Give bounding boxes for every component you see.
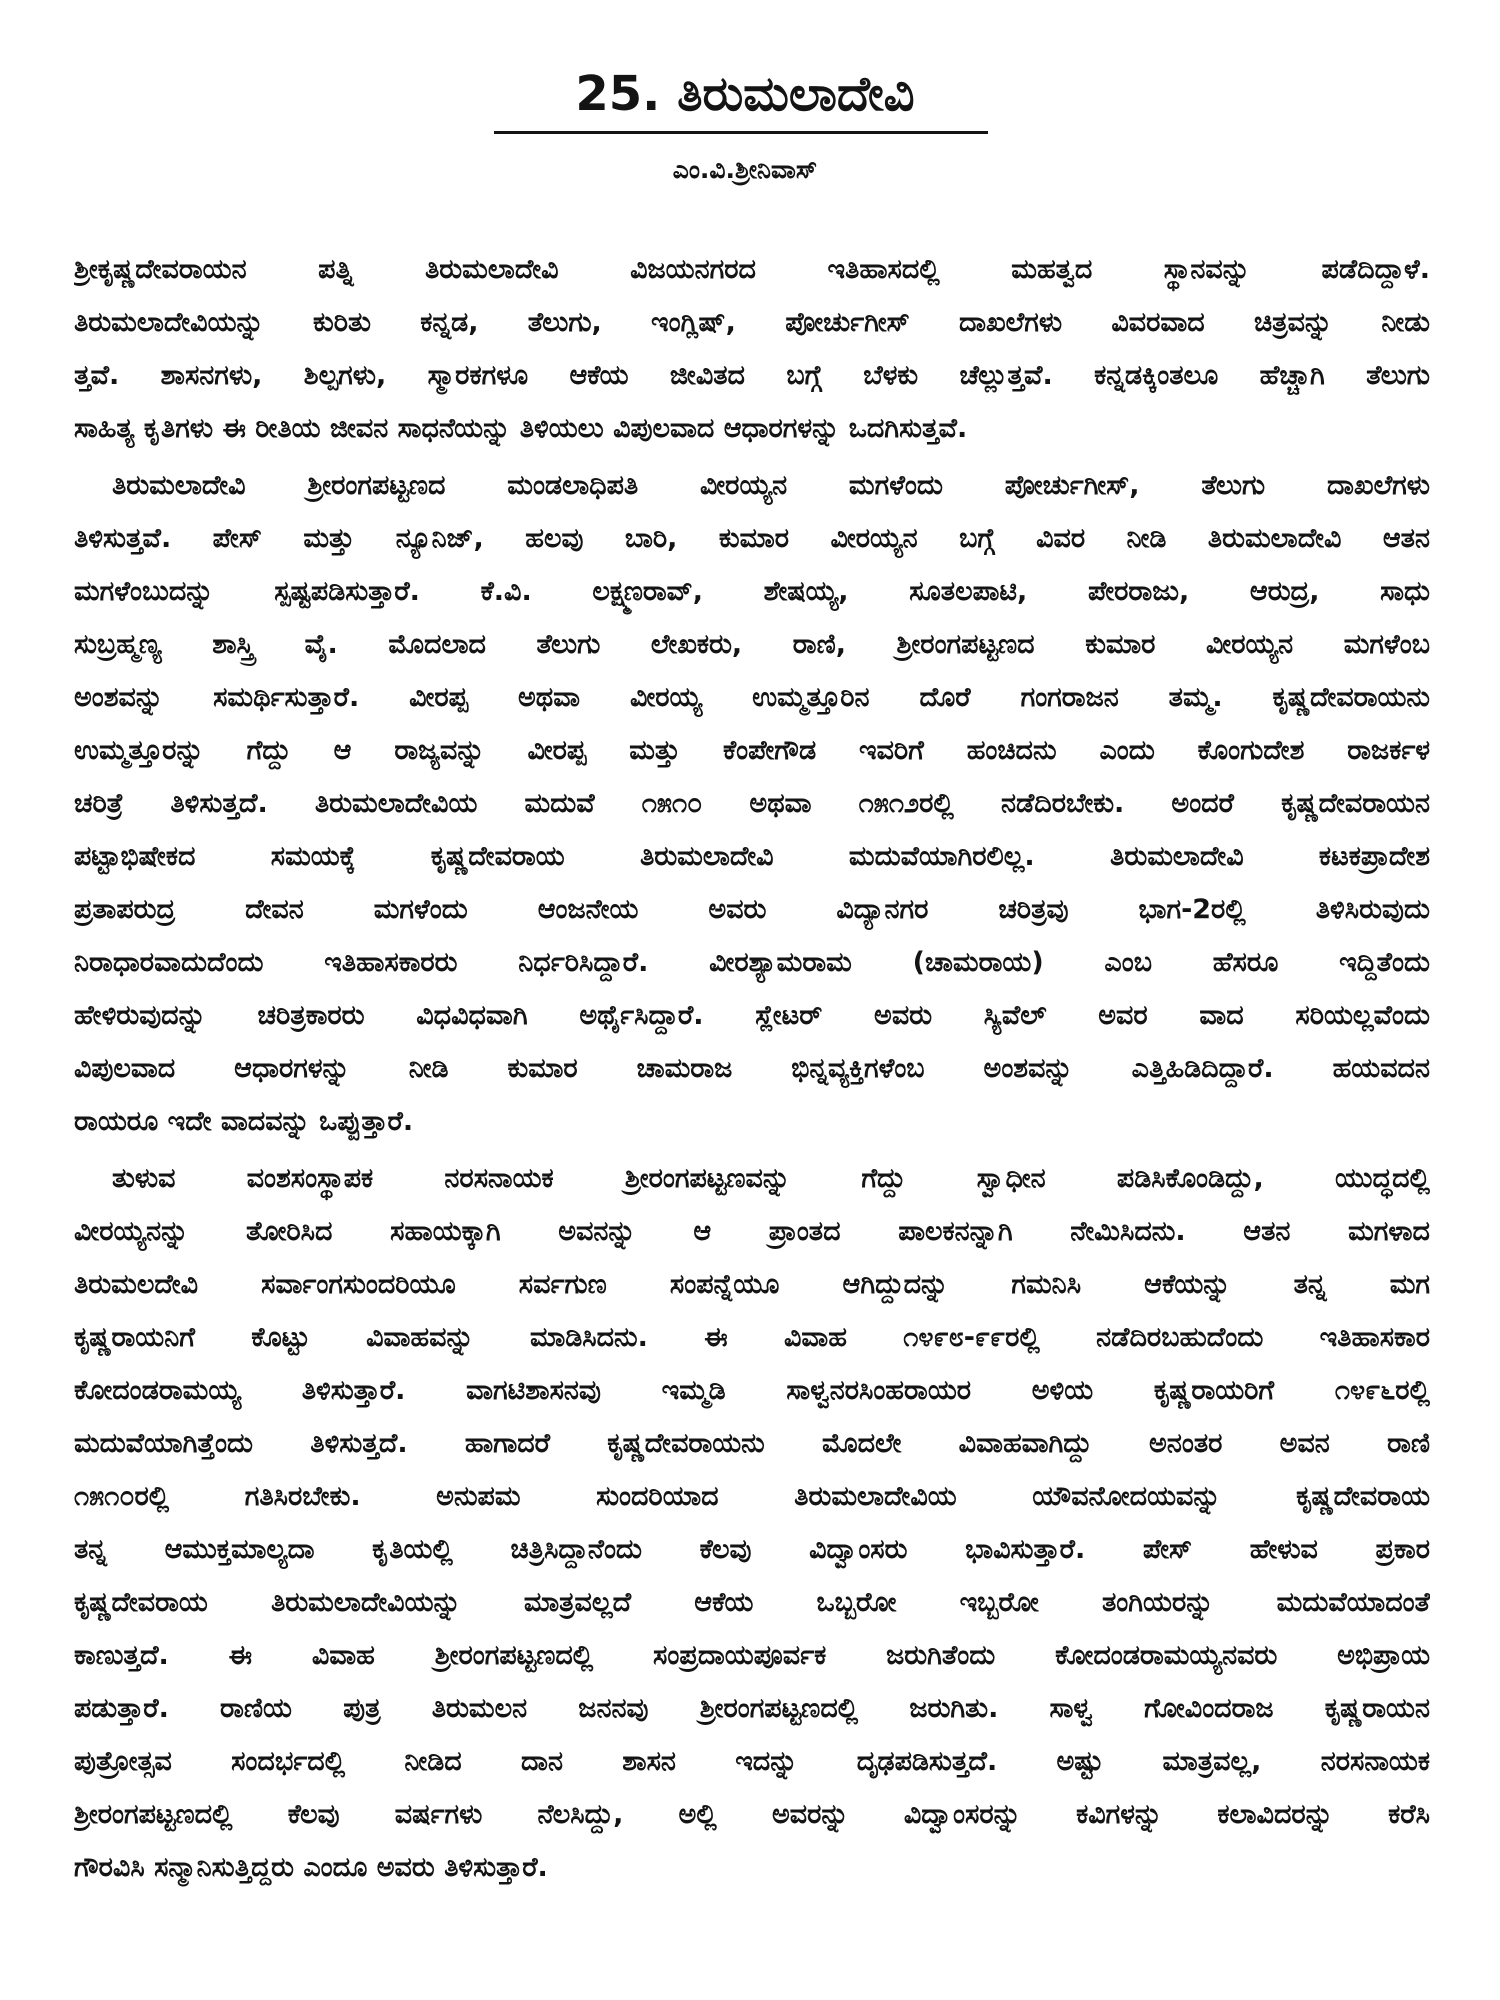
text-line: ಹೇಳಿರುವುದನ್ನು ಚರಿತ್ರಕಾರರು ವಿಧವಿಧವಾಗಿ ಅರ್ಥೈಸಿದ್ದಾರೆ. ಸ್ಲೇಟರ್ ಅವರು ಸ್ಯಿವೆಲ್ ಅವರ ವಾದ ಸರಿಯಲ್ಲವೆಂದು [74, 1000, 1430, 1031]
text-line: ಕೃಷ್ಣದೇವರಾಯ ತಿರುಮಲಾದೇವಿಯನ್ನು ಮಾತ್ರವಲ್ಲದೆ ಆಕೆಯ ಒಬ್ಬರೋ ಇಬ್ಬರೋ ತಂಗಿಯರನ್ನು ಮದುವೆಯಾದಂತೆ [74, 1587, 1430, 1618]
page-title: 25. ತಿರುಮಲಾದೇವಿ [575, 66, 915, 122]
text-line: ಪ್ರತಾಪರುದ್ರ ದೇವನ ಮಗಳೆಂದು ಆಂಜನೇಯ ಅವರು ವಿದ್ಯಾನಗರ ಚರಿತ್ರವು ಭಾಗ-2ರಲ್ಲಿ ತಿಳಿಸಿರುವುದು [74, 894, 1430, 925]
text-line: ಸಾಹಿತ್ಯ ಕೃತಿಗಳು ಈ ರೀತಿಯ ಜೀವನ ಸಾಧನೆಯನ್ನು ತಿಳಿಯಲು ವಿಪುಲವಾದ ಆಧಾರಗಳನ್ನು ಒದಗಿಸುತ್ತವೆ. [74, 413, 968, 444]
text-line: ಅಂಶವನ್ನು ಸಮರ್ಥಿಸುತ್ತಾರೆ. ವೀರಪ್ಪ ಅಥವಾ ವೀರಯ್ಯ ಉಮ್ಮತ್ತೂರಿನ ದೊರೆ ಗಂಗರಾಜನ ತಮ್ಮ. ಕೃಷ್ಣದೇವರಾಯನು [74, 682, 1430, 713]
text-line: ಗೌರವಿಸಿ ಸನ್ಮಾನಿಸುತ್ತಿದ್ದರು ಎಂದೂ ಅವರು ತಿಳಿಸುತ್ತಾರೆ. [74, 1852, 548, 1883]
text-line: ಕೃಷ್ಣರಾಯನಿಗೆ ಕೊಟ್ಟು ವಿವಾಹವನ್ನು ಮಾಡಿಸಿದನು. ಈ ವಿವಾಹ ೧೪೯೮-೯೯ರಲ್ಲಿ ನಡೆದಿರಬಹುದೆಂದು ಇತಿಹಾಸಕಾರ [74, 1322, 1430, 1353]
text-line: ತ್ತವೆ. ಶಾಸನಗಳು, ಶಿಲ್ಪಗಳು, ಸ್ಮಾರಕಗಳೂ ಆಕೆಯ ಜೀವಿತದ ಬಗ್ಗೆ ಬೆಳಕು ಚೆಲ್ಲುತ್ತವೆ. ಕನ್ನಡಕ್ಕಿಂತಲೂ ಹೆಚ್ಚಾಗಿ ತೆಲುಗು [74, 360, 1430, 391]
text-line: ಚರಿತ್ರೆ ತಿಳಿಸುತ್ತದೆ. ತಿರುಮಲಾದೇವಿಯ ಮದುವೆ ೧೫೧೦ ಅಥವಾ ೧೫೧೨ರಲ್ಲಿ ನಡೆದಿರಬೇಕು. ಅಂದರೆ ಕೃಷ್ಣದೇವರಾಯನ [74, 788, 1430, 819]
paragraph [74, 459, 1430, 1148]
text-line: ಕೋದಂಡರಾಮಯ್ಯ ತಿಳಿಸುತ್ತಾರೆ. ವಾಗಟಿಶಾಸನವು ಇಮ್ಮಡಿ ಸಾಳ್ವನರಸಿಂಹರಾಯರ ಅಳಿಯ ಕೃಷ್ಣರಾಯರಿಗೆ ೧೪೯೬ರಲ್ಲಿ [74, 1375, 1430, 1406]
text-line: ತಿರುಮಲಾದೇವಿ ಶ್ರೀರಂಗಪಟ್ಟಣದ ಮಂಡಲಾಧಿಪತಿ ವೀರಯ್ಯನ ಮಗಳೆಂದು ಪೋರ್ಚುಗೀಸ್, ತೆಲುಗು ದಾಖಲೆಗಳು [112, 470, 1430, 501]
text-line: ೧೫೧೦ರಲ್ಲಿ ಗತಿಸಿರಬೇಕು. ಅನುಪಮ ಸುಂದರಿಯಾದ ತಿರುಮಲಾದೇವಿಯ ಯೌವನೋದಯವನ್ನು ಕೃಷ್ಣದೇವರಾಯ [74, 1481, 1430, 1512]
text-line: ವೀರಯ್ಯನನ್ನು ತೋರಿಸಿದ ಸಹಾಯಕ್ಕಾಗಿ ಅವನನ್ನು ಆ ಪ್ರಾಂತದ ಪಾಲಕನನ್ನಾಗಿ ನೇಮಿಸಿದನು. ಆತನ ಮಗಳಾದ [74, 1216, 1430, 1247]
text-line: ವಿಪುಲವಾದ ಆಧಾರಗಳನ್ನು ನೀಡಿ ಕುಮಾರ ಚಾಮರಾಜ ಭಿನ್ನವ್ಯಕ್ತಿಗಳೆಂಬ ಅಂಶವನ್ನು ಎತ್ತಿಹಿಡಿದಿದ್ದಾರೆ. ಹಯವದನ [74, 1053, 1430, 1084]
text-line: ಸುಬ್ರಹ್ಮಣ್ಯ ಶಾಸ್ತ್ರಿ ವೈ. ಮೊದಲಾದ ತೆಲುಗು ಲೇಖಕರು, ರಾಣಿ, ಶ್ರೀರಂಗಪಟ್ಟಣದ ಕುಮಾರ ವೀರಯ್ಯನ ಮಗಳೆಂಬ [74, 629, 1430, 660]
author-name: ಎಂ.ವಿ.ಶ್ರೀನಿವಾಸ್ [672, 155, 818, 184]
text-line: ತಿರುಮಲದೇವಿ ಸರ್ವಾಂಗಸುಂದರಿಯೂ ಸರ್ವಗುಣ ಸಂಪನ್ನೆಯೂ ಆಗಿದ್ದುದನ್ನು ಗಮನಿಸಿ ಆಕೆಯನ್ನು ತನ್ನ ಮಗ [74, 1269, 1430, 1300]
text-line: ಶ್ರೀರಂಗಪಟ್ಟಣದಲ್ಲಿ ಕೆಲವು ವರ್ಷಗಳು ನೆಲಸಿದ್ದು, ಅಲ್ಲಿ ಅವರನ್ನು ವಿದ್ವಾಂಸರನ್ನು ಕವಿಗಳನ್ನು ಕಲಾವಿದರನ್ನು ಕರೆಸಿ [74, 1799, 1430, 1830]
title-underline [494, 131, 988, 134]
text-line: ತಿರುಮಲಾದೇವಿಯನ್ನು ಕುರಿತು ಕನ್ನಡ, ತೆಲುಗು, ಇಂಗ್ಲಿಷ್, ಪೋರ್ಚುಗೀಸ್ ದಾಖಲೆಗಳು ವಿವರವಾದ ಚಿತ್ರವನ್ನು ನೀಡು [74, 307, 1430, 338]
text-line: ಮಗಳೆಂಬುದನ್ನು ಸ್ಪಷ್ಟಪಡಿಸುತ್ತಾರೆ. ಕೆ.ವಿ. ಲಕ್ಷ್ಮಣರಾವ್, ಶೇಷಯ್ಯ, ಸೂತಲಪಾಟಿ, ಪೇರರಾಜು, ಆರುದ್ರ, ಸಾಧು [74, 576, 1430, 607]
text-line: ಪುತ್ರೋತ್ಸವ ಸಂದರ್ಭದಲ್ಲಿ ನೀಡಿದ ದಾನ ಶಾಸನ ಇದನ್ನು ದೃಢಪಡಿಸುತ್ತದೆ. ಅಷ್ಟು ಮಾತ್ರವಲ್ಲ, ನರಸನಾಯಕ [74, 1746, 1430, 1777]
text-line: ಉಮ್ಮತ್ತೂರನ್ನು ಗೆದ್ದು ಆ ರಾಜ್ಯವನ್ನು ವೀರಪ್ಪ ಮತ್ತು ಕೆಂಪೇಗೌಡ ಇವರಿಗೆ ಹಂಚಿದನು ಎಂದು ಕೊಂಗುದೇಶ ರಾಜರ್ಕಳ [74, 735, 1430, 766]
text-line: ತನ್ನ ಆಮುಕ್ತಮಾಲ್ಯದಾ ಕೃತಿಯಲ್ಲಿ ಚಿತ್ರಿಸಿದ್ದಾನೆಂದು ಕೆಲವು ವಿದ್ವಾಂಸರು ಭಾವಿಸುತ್ತಾರೆ. ಪೇಸ್ ಹೇಳುವ ಪ್ರಕಾರ [74, 1534, 1430, 1565]
text-line: ತಿಳಿಸುತ್ತವೆ. ಪೇಸ್ ಮತ್ತು ನ್ಯೂನಿಜ್, ಹಲವು ಬಾರಿ, ಕುಮಾರ ವೀರಯ್ಯನ ಬಗ್ಗೆ ವಿವರ ನೀಡಿ ತಿರುಮಲಾದೇವಿ ಆತನ [74, 523, 1430, 554]
text-line: ಕಾಣುತ್ತದೆ. ಈ ವಿವಾಹ ಶ್ರೀರಂಗಪಟ್ಟಣದಲ್ಲಿ ಸಂಪ್ರದಾಯಪೂರ್ವಕ ಜರುಗಿತೆಂದು ಕೋದಂಡರಾಮಯ್ಯನವರು ಅಭಿಪ್ರಾಯ [74, 1640, 1430, 1671]
text-line: ರಾಯರೂ ಇದೇ ವಾದವನ್ನು ಒಪ್ಪುತ್ತಾರೆ. [74, 1106, 414, 1137]
paragraph [74, 243, 1430, 455]
text-line: ಪಡುತ್ತಾರೆ. ರಾಣಿಯ ಪುತ್ರ ತಿರುಮಲನ ಜನನವು ಶ್ರೀರಂಗಪಟ್ಟಣದಲ್ಲಿ ಜರುಗಿತು. ಸಾಳ್ವ ಗೋವಿಂದರಾಜ ಕೃಷ್ಣರಾಯನ [74, 1693, 1430, 1724]
paragraph [74, 1152, 1430, 1894]
text-line: ನಿರಾಧಾರವಾದುದೆಂದು ಇತಿಹಾಸಕಾರರು ನಿರ್ಧರಿಸಿದ್ದಾರೆ. ವೀರಶ್ಯಾಮರಾಮ (ಚಾಮರಾಯ) ಎಂಬ ಹೆಸರೂ ಇದ್ದಿತೆಂದು [74, 947, 1430, 978]
text-line: ಶ್ರೀಕೃಷ್ಣದೇವರಾಯನ ಪತ್ನಿ ತಿರುಮಲಾದೇವಿ ವಿಜಯನಗರದ ಇತಿಹಾಸದಲ್ಲಿ ಮಹತ್ವದ ಸ್ಥಾನವನ್ನು ಪಡೆದಿದ್ದಾಳೆ. [74, 254, 1430, 285]
text-line: ಪಟ್ಟಾಭಿಷೇಕದ ಸಮಯಕ್ಕೆ ಕೃಷ್ಣದೇವರಾಯ ತಿರುಮಲಾದೇವಿ ಮದುವೆಯಾಗಿರಲಿಲ್ಲ. ತಿರುಮಲಾದೇವಿ ಕಟಕಪ್ರಾದೇಶ [74, 841, 1430, 872]
text-line: ಮದುವೆಯಾಗಿತ್ತೆಂದು ತಿಳಿಸುತ್ತದೆ. ಹಾಗಾದರೆ ಕೃಷ್ಣದೇವರಾಯನು ಮೊದಲೇ ವಿವಾಹವಾಗಿದ್ದು ಅನಂತರ ಅವನ ರಾಣಿ [74, 1428, 1430, 1459]
text-line: ತುಳುವ ವಂಶಸಂಸ್ಥಾಪಕ ನರಸನಾಯಕ ಶ್ರೀರಂಗಪಟ್ಟಣವನ್ನು ಗೆದ್ದು ಸ್ವಾಧೀನ ಪಡಿಸಿಕೊಂಡಿದ್ದು, ಯುದ್ಧದಲ್ಲಿ [112, 1163, 1430, 1194]
article-body [74, 243, 1430, 1894]
